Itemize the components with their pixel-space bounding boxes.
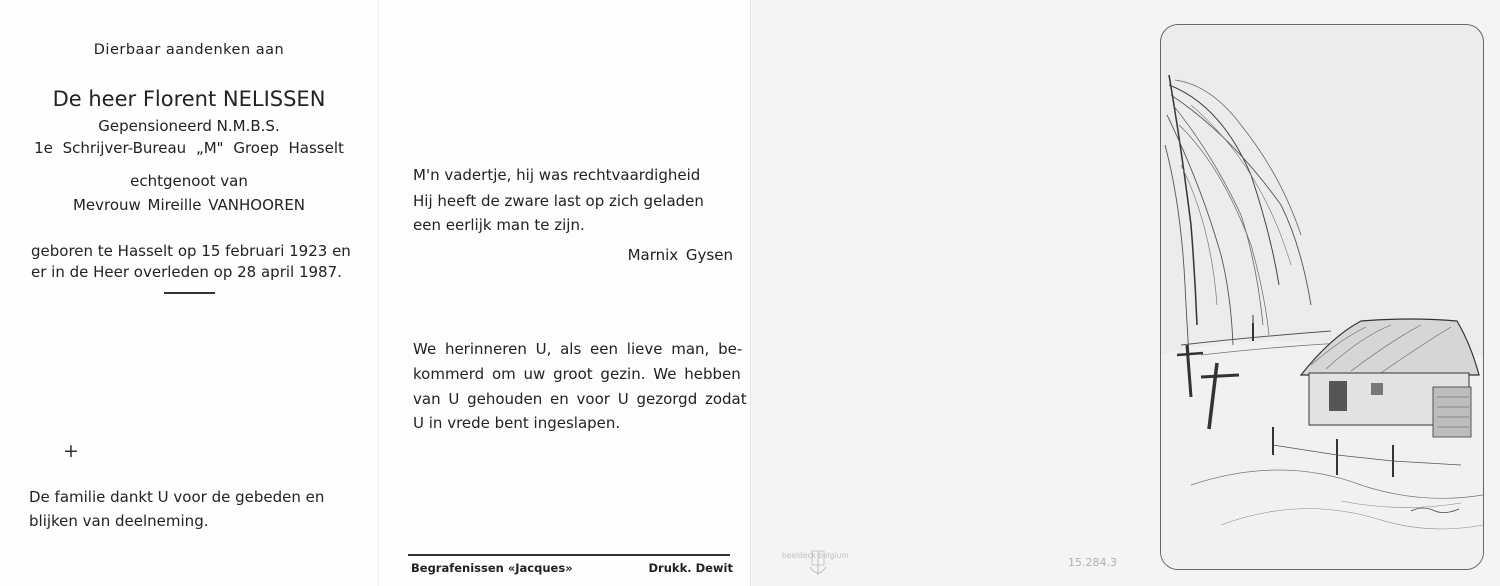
verse-line: een eerlijk man te zijn.: [413, 216, 585, 234]
office-line: 1e Schrijver-Bureau „M" Groep Hasselt: [34, 139, 344, 157]
memory-line: kommerd om uw groot gezin. We hebben: [413, 365, 741, 383]
publisher-logo: [782, 549, 860, 579]
verse-line: M'n vadertje, hij was rechtvaardigheid: [413, 166, 701, 184]
birth-death-line-1: geboren te Hasselt op 15 februari 1923 en: [31, 242, 351, 260]
memory-line: U in vrede bent ingeslapen.: [413, 414, 621, 432]
occupation-line: Gepensioneerd N.M.B.S.: [98, 117, 280, 135]
illustration-card: [1160, 24, 1484, 570]
cross-icon: +: [63, 440, 79, 462]
memory-line: van U gehouden en voor U gezorgd zodat: [413, 390, 747, 408]
spouse-intro: echtgenoot van: [130, 172, 248, 190]
opening-line: Dierbaar aandenken aan: [93, 42, 285, 58]
printer-credit: Drukk. Dewit: [648, 561, 733, 575]
card-left-panel: [0, 0, 378, 586]
memory-line: We herinneren U, als een lieve man, be-: [413, 340, 743, 358]
thanks-line-1: De familie dankt U voor de gebeden en: [29, 488, 325, 506]
verse-author: Marnix Gysen: [627, 246, 733, 264]
card-middle-panel: [378, 0, 751, 586]
birth-death-line-2: er in de Heer overleden op 28 april 1987.: [31, 263, 342, 281]
thanks-line-2: blijken van deelneming.: [29, 512, 209, 530]
publisher-logo-text: beeldeck belgium: [782, 551, 849, 560]
funeral-home-credit: Begrafenissen «Jacques»: [411, 561, 573, 575]
farmhouse-willow-drawing: [1161, 25, 1483, 569]
verse-line: Hij heeft de zware last op zich geladen: [413, 192, 704, 210]
spouse-name: Mevrouw Mireille VANHOOREN: [72, 196, 306, 214]
print-code: 15.284.3: [1068, 556, 1117, 569]
footer-rule: [408, 554, 730, 556]
deceased-name: De heer Florent NELISSEN: [52, 87, 326, 111]
short-divider: [164, 292, 215, 294]
card-right-panel: [750, 0, 1500, 586]
